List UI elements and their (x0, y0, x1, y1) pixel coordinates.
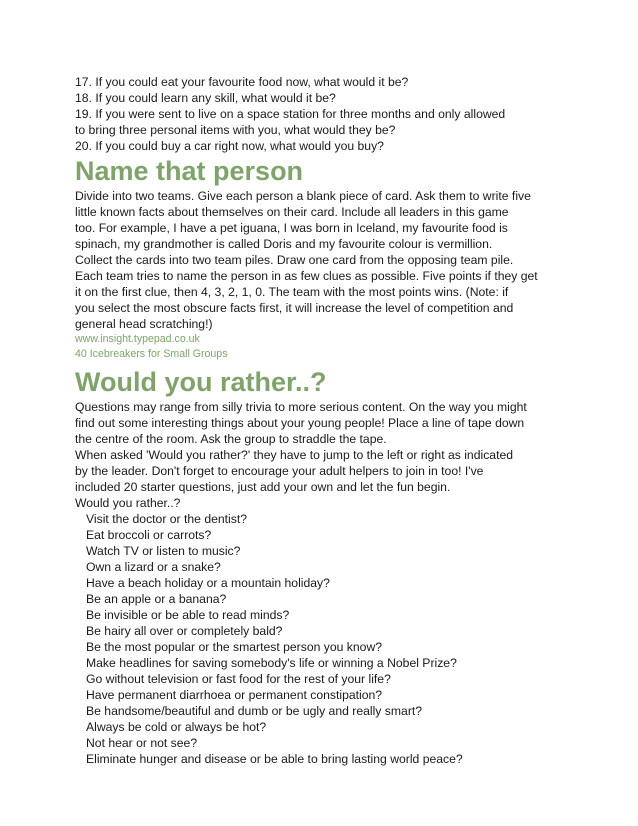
document-page (75, 74, 575, 767)
paragraph-line: Divide into two teams. Give each person a blank piece of card. Ask them to write five (75, 189, 531, 203)
list-item: Be invisible or be able to read minds? (86, 608, 290, 622)
paragraph-line: you select the most obscure facts first, it will increase the level of competition and (75, 301, 514, 315)
list-item: Visit the doctor or the dentist? (86, 512, 248, 526)
list-item: Watch TV or listen to music? (86, 544, 241, 558)
question-17: 17. If you could eat your favourite food now, what would it be? (75, 75, 409, 89)
list-item: Eat broccoli or carrots? (86, 528, 212, 542)
list-item: Always be cold or always be hot? (86, 720, 267, 734)
paragraph-line: Questions may range from silly trivia to more serious content. On the way you might (75, 400, 527, 414)
list-item: Make headlines for saving somebody's life or winning a Nobel Prize? (86, 656, 457, 670)
paragraph-line: too. For example, I have a pet iguana, I was born in Iceland, my favourite food is (75, 221, 508, 235)
list-item: Be the most popular or the smartest person you know? (86, 640, 383, 654)
paragraph-line: Would you rather..? (75, 496, 181, 510)
list-item: Be an apple or a banana? (86, 592, 227, 606)
paragraph-line: find out some interesting things about your young people! Place a line of tape down (75, 416, 525, 430)
would-you-rather-options (75, 511, 575, 767)
list-item: Have a beach holiday or a mountain holiday? (86, 576, 330, 590)
list-item: Have permanent diarrhoea or permanent constipation? (86, 688, 383, 702)
question-19-continued: to bring three personal items with you, what would they be? (75, 123, 396, 137)
list-item: Be hairy all over or completely bald? (86, 624, 283, 638)
top-questions (75, 74, 575, 154)
list-item: Be handsome/beautiful and dumb or be ugly and really smart? (86, 704, 423, 718)
paragraph-line: little known facts about themselves on their card. Include all leaders in this game (75, 205, 509, 219)
paragraph-line: Each team tries to name the person in as few clues as possible. Five points if they get (75, 269, 538, 283)
section-heading-would-you-rather: Would you rather..? (75, 367, 327, 397)
question-20: 20. If you could buy a car right now, what would you buy? (75, 139, 384, 153)
list-item: Go without television or fast food for the rest of your life? (86, 672, 391, 686)
paragraph-line: included 20 starter questions, just add your own and let the fun begin. (75, 480, 451, 494)
section-heading-name-that-person: Name that person (75, 156, 304, 186)
question-19: 19. If you were sent to live on a space station for three months and only allowed (75, 107, 506, 121)
list-item: Eliminate hunger and disease or be able to bring lasting world peace? (86, 752, 463, 766)
paragraph-line: When asked 'Would you rather?' they have to jump to the left or right as indicated (75, 448, 514, 462)
list-item: Own a lizard or a snake? (86, 560, 221, 574)
question-18: 18. If you could learn any skill, what would it be? (75, 91, 336, 105)
source-title-link[interactable]: 40 Icebreakers for Small Groups (75, 348, 228, 360)
source-url-link[interactable]: www.insight.typepad.co.uk (75, 333, 200, 345)
paragraph-line: Collect the cards into two team piles. Draw one card from the opposing team pile. (75, 253, 514, 267)
would-you-rather-paragraph (75, 399, 575, 511)
paragraph-line: it on the first clue, then 4, 3, 2, 1, 0. The team with the most points wins. (Note: if (75, 285, 509, 299)
name-that-person-paragraph (75, 188, 575, 332)
list-item: Not hear or not see? (86, 736, 198, 750)
paragraph-line: the centre of the room. Ask the group to straddle the tape. (75, 432, 387, 446)
paragraph-line: by the leader. Don't forget to encourage your adult helpers to join in too! I've (75, 464, 484, 478)
paragraph-line: spinach, my grandmother is called Doris and my favourite colour is vermillion. (75, 237, 493, 251)
paragraph-line: general head scratching!) (75, 317, 213, 331)
